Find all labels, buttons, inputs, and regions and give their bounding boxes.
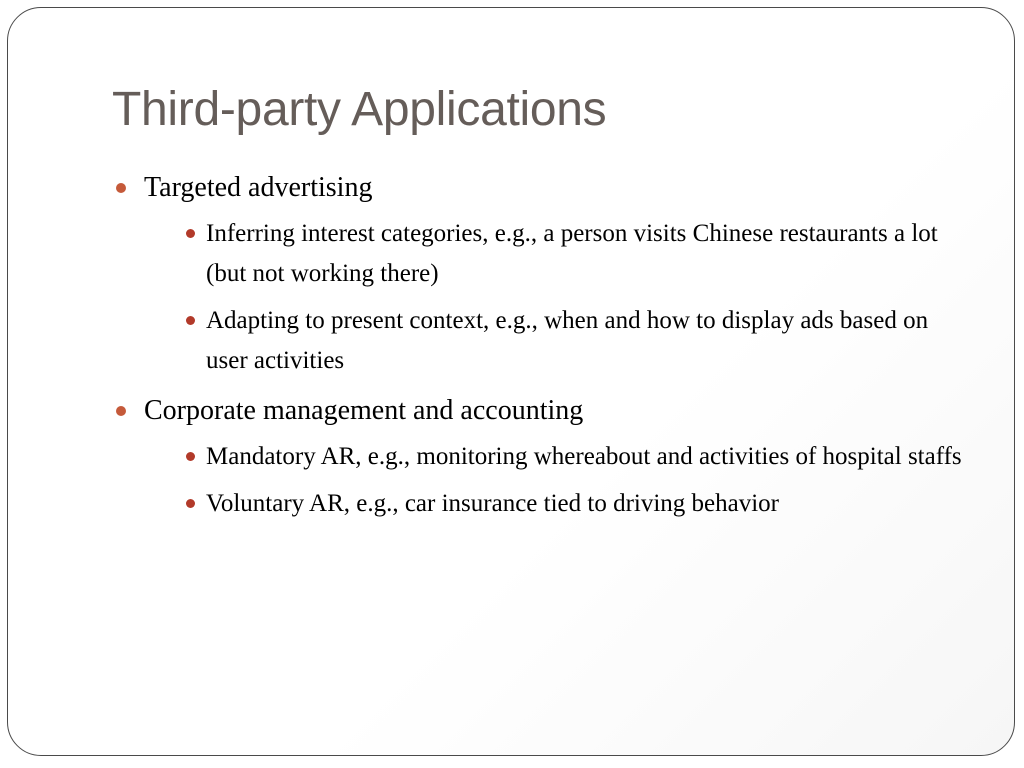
bullet-text: Targeted advertising	[144, 172, 373, 203]
sub-bullet-text: Inferring interest categories, e.g., a person visits Chinese restaurants a lot (but not working there)	[206, 220, 938, 287]
sub-bullet-dot-icon	[186, 316, 195, 325]
sub-bullet-voluntary-ar	[174, 484, 972, 524]
bullet-corporate-management	[112, 391, 972, 524]
sub-bullet-list	[144, 214, 972, 381]
sub-bullet-text: Voluntary AR, e.g., car insurance tied to driving behavior	[206, 490, 780, 517]
slide-title: Third-party Applications	[112, 83, 607, 136]
sub-bullet-text: Mandatory AR, e.g., monitoring whereabout and activities of hospital staffs	[206, 443, 962, 470]
sub-bullet-mandatory-ar	[174, 437, 972, 477]
sub-bullet-text: Adapting to present context, e.g., when and how to display ads based on user activities	[206, 307, 929, 374]
slide-content	[112, 168, 972, 524]
bullet-text: Corporate management and accounting	[144, 395, 584, 426]
sub-bullet-dot-icon	[186, 229, 195, 238]
bullet-dot-icon	[116, 406, 126, 416]
sub-bullet-dot-icon	[186, 499, 195, 508]
sub-bullet-list	[144, 437, 972, 524]
sub-bullet-adapting-context	[174, 301, 972, 381]
bullet-targeted-advertising	[112, 168, 972, 381]
bullet-dot-icon	[116, 183, 126, 193]
sub-bullet-inferring-interest	[174, 214, 972, 294]
sub-bullet-dot-icon	[186, 452, 195, 461]
